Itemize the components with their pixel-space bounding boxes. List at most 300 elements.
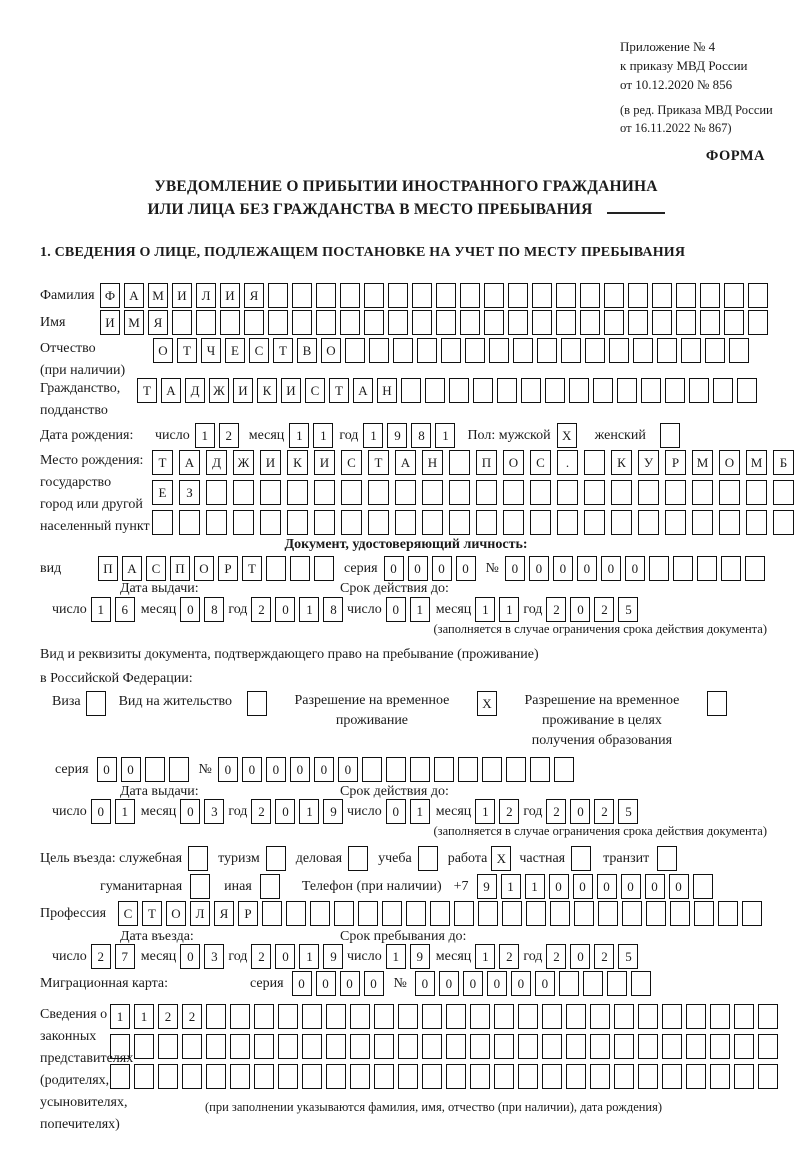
form-cell[interactable] [364, 283, 384, 308]
form-cell[interactable] [657, 338, 677, 363]
form-cell[interactable]: 2 [546, 597, 566, 622]
citizenship-cells[interactable] [137, 378, 757, 403]
form-cell[interactable]: Р [238, 901, 258, 926]
form-cell[interactable]: Л [196, 283, 216, 308]
form-cell[interactable]: 0 [180, 597, 200, 622]
form-cell[interactable]: Т [177, 338, 197, 363]
form-cell[interactable] [262, 901, 282, 926]
form-cell[interactable] [622, 901, 642, 926]
form-cell[interactable] [530, 757, 550, 782]
form-cell[interactable] [350, 1034, 370, 1059]
form-cell[interactable] [584, 480, 605, 505]
form-cell[interactable] [382, 901, 402, 926]
form-cell[interactable] [584, 510, 605, 535]
form-cell[interactable] [537, 338, 557, 363]
form-cell[interactable] [707, 691, 727, 716]
form-cell[interactable] [532, 283, 552, 308]
form-cell[interactable]: 0 [549, 874, 569, 899]
form-cell[interactable]: 0 [275, 944, 295, 969]
form-cell[interactable]: Т [273, 338, 293, 363]
form-cell[interactable] [502, 901, 522, 926]
form-cell[interactable]: 1 [525, 874, 545, 899]
form-cell[interactable] [532, 310, 552, 335]
form-cell[interactable] [460, 310, 480, 335]
form-cell[interactable] [369, 338, 389, 363]
form-cell[interactable] [358, 901, 378, 926]
entry-month-cells[interactable] [180, 944, 224, 969]
form-cell[interactable] [340, 283, 360, 308]
form-cell[interactable] [310, 901, 330, 926]
form-cell[interactable] [652, 283, 672, 308]
form-cell[interactable]: 1 [115, 799, 135, 824]
form-cell[interactable]: Л [190, 901, 210, 926]
form-cell[interactable] [348, 846, 368, 871]
form-cell[interactable] [417, 338, 437, 363]
form-cell[interactable] [254, 1034, 274, 1059]
form-cell[interactable] [676, 310, 696, 335]
id-issue-month-cells[interactable] [180, 597, 224, 622]
form-cell[interactable] [617, 378, 637, 403]
form-cell[interactable] [449, 480, 470, 505]
form-cell[interactable] [686, 1064, 706, 1089]
form-cell[interactable] [287, 480, 308, 505]
form-cell[interactable] [742, 901, 762, 926]
given-name-cells[interactable] [100, 310, 768, 335]
form-cell[interactable] [590, 1064, 610, 1089]
form-cell[interactable] [449, 450, 470, 475]
form-cell[interactable] [719, 480, 740, 505]
form-cell[interactable] [458, 757, 478, 782]
form-cell[interactable] [401, 378, 421, 403]
form-cell[interactable]: 2 [251, 597, 271, 622]
form-cell[interactable] [206, 1064, 226, 1089]
purpose-work-checkbox[interactable] [491, 846, 511, 871]
form-cell[interactable] [386, 757, 406, 782]
form-cell[interactable] [518, 1034, 538, 1059]
form-cell[interactable] [233, 510, 254, 535]
form-cell[interactable] [700, 283, 720, 308]
form-cell[interactable] [521, 378, 541, 403]
form-cell[interactable] [542, 1004, 562, 1029]
form-cell[interactable]: Ф [100, 283, 120, 308]
form-cell[interactable] [341, 480, 362, 505]
form-cell[interactable] [422, 480, 443, 505]
form-cell[interactable] [179, 510, 200, 535]
form-cell[interactable]: 0 [439, 971, 459, 996]
form-cell[interactable] [268, 283, 288, 308]
form-cell[interactable]: 0 [242, 757, 262, 782]
form-cell[interactable] [350, 1064, 370, 1089]
form-cell[interactable]: 1 [110, 1004, 130, 1029]
migration-series-cells[interactable] [292, 971, 384, 996]
form-cell[interactable]: 0 [292, 971, 312, 996]
form-cell[interactable]: 0 [384, 556, 404, 581]
form-cell[interactable]: 0 [463, 971, 483, 996]
form-cell[interactable] [638, 1004, 658, 1029]
form-cell[interactable]: У [638, 450, 659, 475]
temp-residence-edu-checkbox[interactable] [707, 691, 727, 716]
form-cell[interactable] [412, 310, 432, 335]
purpose-humanitarian-checkbox[interactable] [190, 874, 210, 899]
form-cell[interactable] [374, 1004, 394, 1029]
form-cell[interactable] [425, 378, 445, 403]
form-cell[interactable]: 9 [387, 423, 407, 448]
form-cell[interactable] [364, 310, 384, 335]
form-cell[interactable] [652, 310, 672, 335]
form-cell[interactable] [665, 480, 686, 505]
form-cell[interactable]: С [341, 450, 362, 475]
form-cell[interactable] [134, 1034, 154, 1059]
form-cell[interactable] [556, 310, 576, 335]
form-cell[interactable] [758, 1034, 778, 1059]
form-cell[interactable] [631, 971, 651, 996]
form-cell[interactable] [693, 874, 713, 899]
form-cell[interactable] [398, 1034, 418, 1059]
form-cell[interactable]: X [557, 423, 577, 448]
form-cell[interactable]: 0 [91, 799, 111, 824]
entry-day-cells[interactable] [91, 944, 135, 969]
form-cell[interactable] [278, 1064, 298, 1089]
form-cell[interactable] [670, 901, 690, 926]
purpose-tourism-checkbox[interactable] [266, 846, 286, 871]
form-cell[interactable] [268, 310, 288, 335]
form-cell[interactable] [566, 1004, 586, 1029]
doc-number-cells[interactable] [505, 556, 765, 581]
form-cell[interactable] [422, 510, 443, 535]
form-cell[interactable] [638, 480, 659, 505]
form-cell[interactable]: Д [185, 378, 205, 403]
form-cell[interactable]: 2 [182, 1004, 202, 1029]
form-cell[interactable]: Ж [233, 450, 254, 475]
form-cell[interactable] [692, 510, 713, 535]
form-cell[interactable]: Р [665, 450, 686, 475]
form-cell[interactable] [713, 378, 733, 403]
form-cell[interactable] [662, 1004, 682, 1029]
form-cell[interactable] [422, 1004, 442, 1029]
form-cell[interactable]: 0 [621, 874, 641, 899]
form-cell[interactable]: М [124, 310, 144, 335]
form-cell[interactable] [145, 757, 165, 782]
form-cell[interactable] [494, 1034, 514, 1059]
form-cell[interactable] [158, 1034, 178, 1059]
form-cell[interactable] [494, 1004, 514, 1029]
form-cell[interactable]: Т [137, 378, 157, 403]
form-cell[interactable] [773, 510, 794, 535]
form-cell[interactable] [598, 901, 618, 926]
form-cell[interactable] [611, 480, 632, 505]
form-cell[interactable]: С [305, 378, 325, 403]
form-cell[interactable] [326, 1034, 346, 1059]
form-cell[interactable] [758, 1004, 778, 1029]
form-cell[interactable] [665, 378, 685, 403]
form-cell[interactable] [422, 1064, 442, 1089]
form-cell[interactable]: 2 [594, 597, 614, 622]
form-cell[interactable]: 7 [115, 944, 135, 969]
form-cell[interactable] [247, 691, 267, 716]
form-cell[interactable]: С [530, 450, 551, 475]
form-cell[interactable]: М [148, 283, 168, 308]
form-cell[interactable]: 2 [594, 944, 614, 969]
purpose-business-checkbox[interactable] [348, 846, 368, 871]
surname-cells[interactable] [100, 283, 768, 308]
form-cell[interactable]: 1 [299, 944, 319, 969]
form-cell[interactable]: 1 [289, 423, 309, 448]
form-cell[interactable] [470, 1004, 490, 1029]
form-cell[interactable]: Е [225, 338, 245, 363]
form-cell[interactable]: 2 [219, 423, 239, 448]
form-cell[interactable] [604, 283, 624, 308]
id-issue-day-cells[interactable] [91, 597, 135, 622]
form-cell[interactable] [244, 310, 264, 335]
form-cell[interactable] [542, 1064, 562, 1089]
form-cell[interactable]: 0 [570, 597, 590, 622]
form-cell[interactable]: 0 [669, 874, 689, 899]
form-cell[interactable] [230, 1064, 250, 1089]
form-cell[interactable]: 2 [251, 944, 271, 969]
form-cell[interactable] [518, 1064, 538, 1089]
form-cell[interactable] [86, 691, 106, 716]
form-cell[interactable] [286, 901, 306, 926]
form-cell[interactable] [580, 310, 600, 335]
form-cell[interactable]: О [194, 556, 214, 581]
form-cell[interactable]: 0 [266, 757, 286, 782]
form-cell[interactable] [233, 480, 254, 505]
form-cell[interactable] [182, 1064, 202, 1089]
form-cell[interactable] [580, 283, 600, 308]
form-cell[interactable] [446, 1064, 466, 1089]
form-cell[interactable] [710, 1034, 730, 1059]
form-cell[interactable]: М [692, 450, 713, 475]
form-cell[interactable] [673, 556, 693, 581]
form-cell[interactable]: А [122, 556, 142, 581]
form-cell[interactable] [260, 874, 280, 899]
form-cell[interactable] [697, 556, 717, 581]
form-cell[interactable] [388, 283, 408, 308]
form-cell[interactable] [470, 1064, 490, 1089]
form-cell[interactable]: П [170, 556, 190, 581]
form-cell[interactable] [482, 757, 502, 782]
purpose-study-checkbox[interactable] [418, 846, 438, 871]
form-cell[interactable]: 2 [499, 799, 519, 824]
form-cell[interactable]: А [395, 450, 416, 475]
form-cell[interactable] [388, 310, 408, 335]
form-cell[interactable]: 1 [386, 944, 406, 969]
permit-issue-year-cells[interactable] [251, 799, 343, 824]
form-cell[interactable] [260, 510, 281, 535]
form-cell[interactable]: 6 [115, 597, 135, 622]
form-cell[interactable]: М [746, 450, 767, 475]
form-cell[interactable] [395, 510, 416, 535]
id-valid-month-cells[interactable] [475, 597, 519, 622]
form-cell[interactable]: 9 [410, 944, 430, 969]
form-cell[interactable] [571, 846, 591, 871]
birthplace-cells-line1[interactable] [152, 450, 794, 475]
form-cell[interactable] [566, 1034, 586, 1059]
form-cell[interactable]: 0 [597, 874, 617, 899]
form-cell[interactable] [734, 1034, 754, 1059]
form-cell[interactable]: 3 [204, 799, 224, 824]
form-cell[interactable] [662, 1034, 682, 1059]
form-cell[interactable]: И [260, 450, 281, 475]
form-cell[interactable]: Н [422, 450, 443, 475]
permit-valid-month-cells[interactable] [475, 799, 519, 824]
form-cell[interactable] [478, 901, 498, 926]
form-cell[interactable] [609, 338, 629, 363]
form-cell[interactable]: 9 [323, 944, 343, 969]
form-cell[interactable] [692, 480, 713, 505]
form-cell[interactable]: Д [206, 450, 227, 475]
form-cell[interactable] [530, 510, 551, 535]
form-cell[interactable] [374, 1034, 394, 1059]
form-cell[interactable] [206, 510, 227, 535]
form-cell[interactable]: 9 [323, 799, 343, 824]
form-cell[interactable] [476, 510, 497, 535]
form-cell[interactable]: Ч [201, 338, 221, 363]
form-cell[interactable] [705, 338, 725, 363]
form-cell[interactable] [550, 901, 570, 926]
form-cell[interactable]: 0 [505, 556, 525, 581]
form-cell[interactable] [734, 1004, 754, 1029]
legal-reps-cells-line2[interactable] [110, 1034, 778, 1059]
form-cell[interactable] [345, 338, 365, 363]
visa-checkbox[interactable] [86, 691, 106, 716]
form-cell[interactable] [497, 378, 517, 403]
form-cell[interactable]: 0 [553, 556, 573, 581]
form-cell[interactable]: И [233, 378, 253, 403]
form-cell[interactable] [254, 1004, 274, 1029]
form-cell[interactable] [557, 480, 578, 505]
doc-type-cells[interactable] [98, 556, 334, 581]
form-cell[interactable] [341, 510, 362, 535]
form-cell[interactable] [628, 283, 648, 308]
form-cell[interactable]: 8 [323, 597, 343, 622]
form-cell[interactable]: 3 [204, 944, 224, 969]
form-cell[interactable] [410, 757, 430, 782]
form-cell[interactable] [436, 310, 456, 335]
purpose-private-checkbox[interactable] [571, 846, 591, 871]
sex-male-checkbox[interactable] [557, 423, 577, 448]
form-cell[interactable]: 1 [410, 597, 430, 622]
form-cell[interactable] [676, 283, 696, 308]
form-cell[interactable] [326, 1064, 346, 1089]
form-cell[interactable]: 1 [475, 597, 495, 622]
form-cell[interactable] [737, 378, 757, 403]
form-cell[interactable]: П [98, 556, 118, 581]
birth-month-cells[interactable] [289, 423, 333, 448]
form-cell[interactable] [748, 283, 768, 308]
form-cell[interactable]: А [161, 378, 181, 403]
stay-day-cells[interactable] [386, 944, 430, 969]
form-cell[interactable]: Я [148, 310, 168, 335]
form-cell[interactable]: 1 [475, 799, 495, 824]
form-cell[interactable] [484, 310, 504, 335]
birthplace-cells-line2[interactable] [152, 480, 794, 505]
form-cell[interactable]: 2 [546, 799, 566, 824]
form-cell[interactable] [758, 1064, 778, 1089]
form-cell[interactable] [412, 283, 432, 308]
stay-year-cells[interactable] [546, 944, 638, 969]
form-cell[interactable] [260, 480, 281, 505]
form-cell[interactable]: И [172, 283, 192, 308]
form-cell[interactable]: О [321, 338, 341, 363]
form-cell[interactable] [350, 1004, 370, 1029]
form-cell[interactable] [278, 1004, 298, 1029]
permit-issue-month-cells[interactable] [180, 799, 224, 824]
form-cell[interactable]: 1 [475, 944, 495, 969]
sex-female-checkbox[interactable] [660, 423, 680, 448]
form-cell[interactable] [508, 310, 528, 335]
form-cell[interactable] [470, 1034, 490, 1059]
form-cell[interactable] [686, 1004, 706, 1029]
form-cell[interactable]: 2 [158, 1004, 178, 1029]
form-cell[interactable] [196, 310, 216, 335]
form-cell[interactable] [314, 480, 335, 505]
form-cell[interactable] [748, 310, 768, 335]
form-cell[interactable]: И [220, 283, 240, 308]
form-cell[interactable] [638, 1034, 658, 1059]
form-cell[interactable]: Я [214, 901, 234, 926]
legal-reps-cells-line1[interactable] [110, 1004, 778, 1029]
form-cell[interactable] [660, 423, 680, 448]
form-cell[interactable] [134, 1064, 154, 1089]
form-cell[interactable]: 0 [97, 757, 117, 782]
form-cell[interactable]: 1 [313, 423, 333, 448]
form-cell[interactable] [434, 757, 454, 782]
form-cell[interactable] [745, 556, 765, 581]
form-cell[interactable] [681, 338, 701, 363]
form-cell[interactable]: 2 [251, 799, 271, 824]
form-cell[interactable]: Т [329, 378, 349, 403]
form-cell[interactable] [542, 1034, 562, 1059]
form-cell[interactable] [110, 1064, 130, 1089]
form-cell[interactable] [316, 310, 336, 335]
legal-reps-cells-line3[interactable] [110, 1064, 778, 1089]
form-cell[interactable] [584, 450, 605, 475]
form-cell[interactable] [454, 901, 474, 926]
form-cell[interactable]: С [118, 901, 138, 926]
form-cell[interactable]: 0 [121, 757, 141, 782]
form-cell[interactable]: Т [242, 556, 262, 581]
form-cell[interactable] [476, 480, 497, 505]
form-cell[interactable] [449, 378, 469, 403]
form-cell[interactable]: О [503, 450, 524, 475]
form-cell[interactable] [686, 1034, 706, 1059]
form-cell[interactable] [556, 283, 576, 308]
form-cell[interactable] [513, 338, 533, 363]
permit-valid-year-cells[interactable] [546, 799, 638, 824]
form-cell[interactable] [430, 901, 450, 926]
form-cell[interactable]: А [124, 283, 144, 308]
form-cell[interactable] [266, 556, 286, 581]
form-cell[interactable] [526, 901, 546, 926]
form-cell[interactable] [545, 378, 565, 403]
form-cell[interactable] [503, 510, 524, 535]
form-cell[interactable] [110, 1034, 130, 1059]
form-cell[interactable] [489, 338, 509, 363]
form-cell[interactable] [292, 310, 312, 335]
id-issue-year-cells[interactable] [251, 597, 343, 622]
form-cell[interactable]: 0 [180, 799, 200, 824]
doc-series-cells[interactable] [384, 556, 476, 581]
form-cell[interactable] [530, 480, 551, 505]
form-cell[interactable] [508, 283, 528, 308]
form-cell[interactable]: В [297, 338, 317, 363]
form-cell[interactable]: 1 [299, 597, 319, 622]
form-cell[interactable]: 0 [535, 971, 555, 996]
form-cell[interactable] [230, 1034, 250, 1059]
form-cell[interactable]: 1 [134, 1004, 154, 1029]
form-cell[interactable] [561, 338, 581, 363]
